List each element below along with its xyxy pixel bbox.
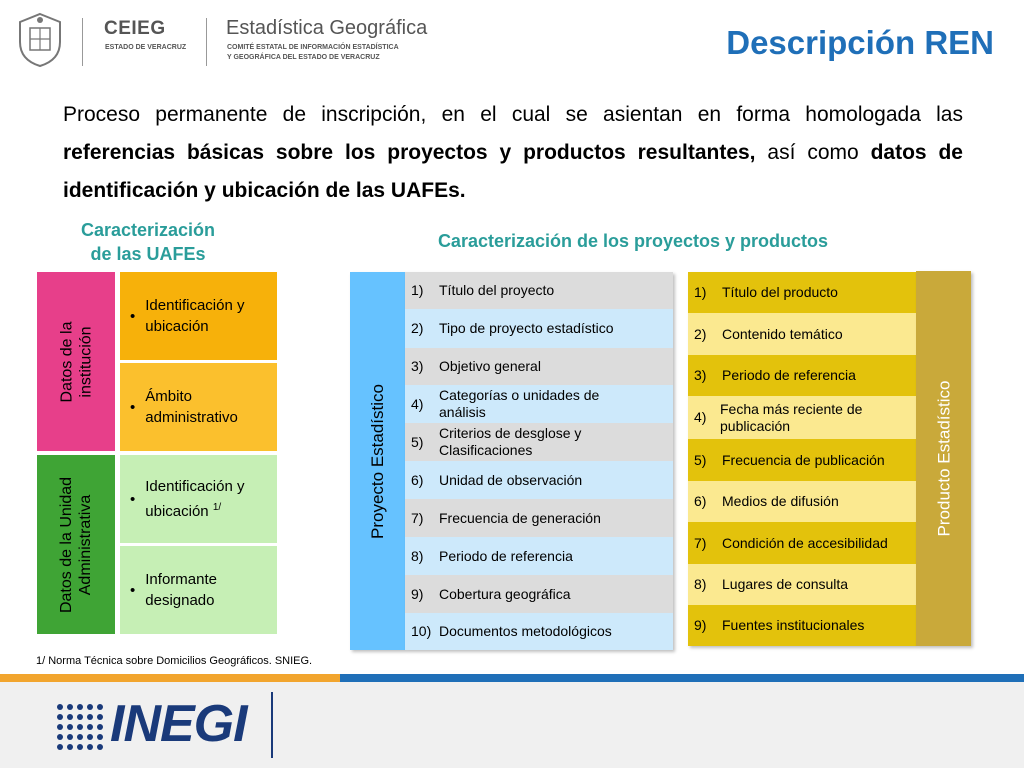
list-item: [405, 309, 673, 348]
item-text: Medios de difusión: [722, 493, 839, 509]
item-number: 9): [411, 585, 424, 602]
footer-bar-blue: [340, 674, 1024, 682]
project-label: [350, 272, 405, 650]
item-number: 1): [694, 284, 707, 300]
list-item: [688, 439, 916, 481]
item-number: 9): [694, 617, 707, 633]
uafe-cell: [120, 272, 277, 360]
item-text: Fecha más reciente de publicación: [720, 400, 863, 434]
list-item: [688, 396, 916, 439]
intro-paragraph: [63, 96, 963, 210]
intro-text: así como: [755, 141, 871, 164]
list-item: [688, 272, 916, 313]
list-item: [688, 481, 916, 522]
product-label-text: Producto Estadístico: [934, 380, 954, 537]
uafe-group-unit: [37, 455, 115, 634]
item-text: Contenido temático: [722, 325, 843, 342]
uafe-cell-text: ubicación: [145, 318, 209, 335]
eg-subtitle-line1: COMITÉ ESTATAL DE INFORMACIÓN ESTADÍSTICA: [227, 44, 399, 51]
item-number: 3): [694, 367, 707, 383]
bullet: •: [130, 490, 136, 508]
list-item: [405, 461, 673, 499]
item-text: Periodo de referencia: [439, 547, 573, 564]
item-number: 2): [411, 320, 424, 336]
uafe-cell: [120, 455, 277, 543]
eg-title: Estadística Geográfica: [226, 17, 428, 39]
uafe-heading: [40, 218, 256, 266]
item-text: Categorías o unidades de análisis: [439, 387, 600, 420]
product-label: [916, 271, 971, 646]
uafe-group-institution: [37, 272, 115, 451]
bullet: •: [130, 398, 136, 416]
item-text: Objetivo general: [439, 358, 541, 374]
list-item: [688, 313, 916, 355]
item-text: Frecuencia de publicación: [722, 451, 885, 468]
list-item: [688, 522, 916, 564]
eg-subtitle-line2: Y GEOGRÁFICA DEL ESTADO DE VERACRUZ: [227, 54, 380, 61]
intro-bold: datos de identificación y ubicación de las UAFEs.: [63, 141, 963, 202]
footnote-marker: 1/: [212, 502, 222, 513]
list-item: [405, 537, 673, 575]
footer-bar-orange: [0, 674, 340, 682]
footer-divider: [271, 692, 273, 758]
uafe-cell-text: Identificación y: [145, 478, 245, 495]
item-text: Criterios de desglose y Clasificaciones: [439, 425, 582, 458]
uafe-heading-line: Caracterización: [80, 220, 216, 240]
item-text: Fuentes institucionales: [722, 617, 865, 633]
list-item: [688, 564, 916, 605]
item-number: 5): [411, 433, 424, 450]
product-items-list: [688, 272, 916, 646]
products-heading: Caracterización de los proyectos y productos: [437, 231, 829, 251]
uafe-group-label: Datos de la: [58, 321, 75, 402]
item-number: 8): [694, 576, 707, 592]
list-item: [405, 499, 673, 537]
item-text: Periodo de referencia: [722, 367, 856, 383]
bullet: •: [130, 307, 136, 325]
item-text: Unidad de observación: [439, 471, 583, 488]
item-number: 4): [411, 395, 424, 412]
intro-bold: referencias básicas sobre los proyectos y productos resultantes,: [63, 141, 756, 164]
inegi-logo: INEGI: [110, 695, 247, 753]
item-number: 6): [694, 493, 707, 509]
uafe-cell-text: administrativo: [145, 409, 238, 426]
item-number: 3): [411, 358, 424, 374]
list-item: [405, 272, 673, 309]
list-item: [405, 575, 673, 613]
item-number: 5): [694, 451, 707, 468]
veracruz-seal-icon: [16, 12, 64, 68]
header-divider: [206, 18, 207, 66]
item-text: Cobertura geográfica: [439, 585, 571, 602]
uafe-group-label: Datos de la Unidad: [58, 476, 75, 613]
header-divider: [82, 18, 83, 66]
bullet: •: [130, 581, 136, 599]
uafe-group-label: Administrativa: [77, 494, 94, 595]
ceieg-subtitle: ESTADO DE VERACRUZ: [105, 44, 187, 51]
uafe-cell-text: designado: [145, 592, 215, 609]
uafe-cell: [120, 546, 277, 634]
uafe-cell-text: Informante: [145, 571, 217, 588]
item-text: Título del producto: [722, 284, 838, 300]
item-number: 2): [694, 325, 707, 342]
item-text: Documentos metodológicos: [439, 623, 612, 639]
page-title: Descripción REN: [726, 24, 994, 61]
intro-text: Proceso permanente de inscripción, en el cual se asientan en forma homologada las: [63, 103, 963, 126]
uafe-group-label: institución: [77, 325, 94, 398]
ceieg-title: CEIEG: [104, 18, 166, 39]
uafe-cell-text: ubicación: [145, 503, 209, 520]
item-text: Título del proyecto: [439, 282, 555, 298]
list-item: [405, 613, 673, 650]
footnote: 1/ Norma Técnica sobre Domicilios Geográficos. SNIEG.: [36, 655, 313, 667]
item-text: Frecuencia de generación: [439, 509, 601, 526]
item-text: Condición de accesibilidad: [722, 534, 888, 551]
uafe-cell-text: Identificación y: [145, 297, 245, 314]
item-number: 7): [694, 534, 707, 551]
item-number: 1): [411, 282, 424, 298]
item-number: 6): [411, 471, 424, 488]
item-number: 8): [411, 547, 424, 564]
project-items-list: [405, 272, 673, 650]
list-item: [688, 605, 916, 646]
uafe-cell: [120, 363, 277, 451]
item-text: Lugares de consulta: [722, 576, 849, 592]
uafe-heading-line: de las UAFEs: [90, 244, 206, 264]
list-item: [688, 355, 916, 396]
item-text: Tipo de proyecto estadístico: [439, 320, 614, 336]
project-label-text: Proyecto Estadístico: [368, 383, 387, 539]
list-item: [405, 348, 673, 385]
uafe-cell-text: Ámbito: [145, 388, 192, 405]
list-item: [405, 385, 673, 423]
inegi-dots-icon: [56, 703, 108, 751]
list-item: [405, 423, 673, 461]
item-number: 10): [411, 623, 432, 639]
item-number: 4): [694, 409, 707, 425]
item-number: 7): [411, 509, 424, 526]
